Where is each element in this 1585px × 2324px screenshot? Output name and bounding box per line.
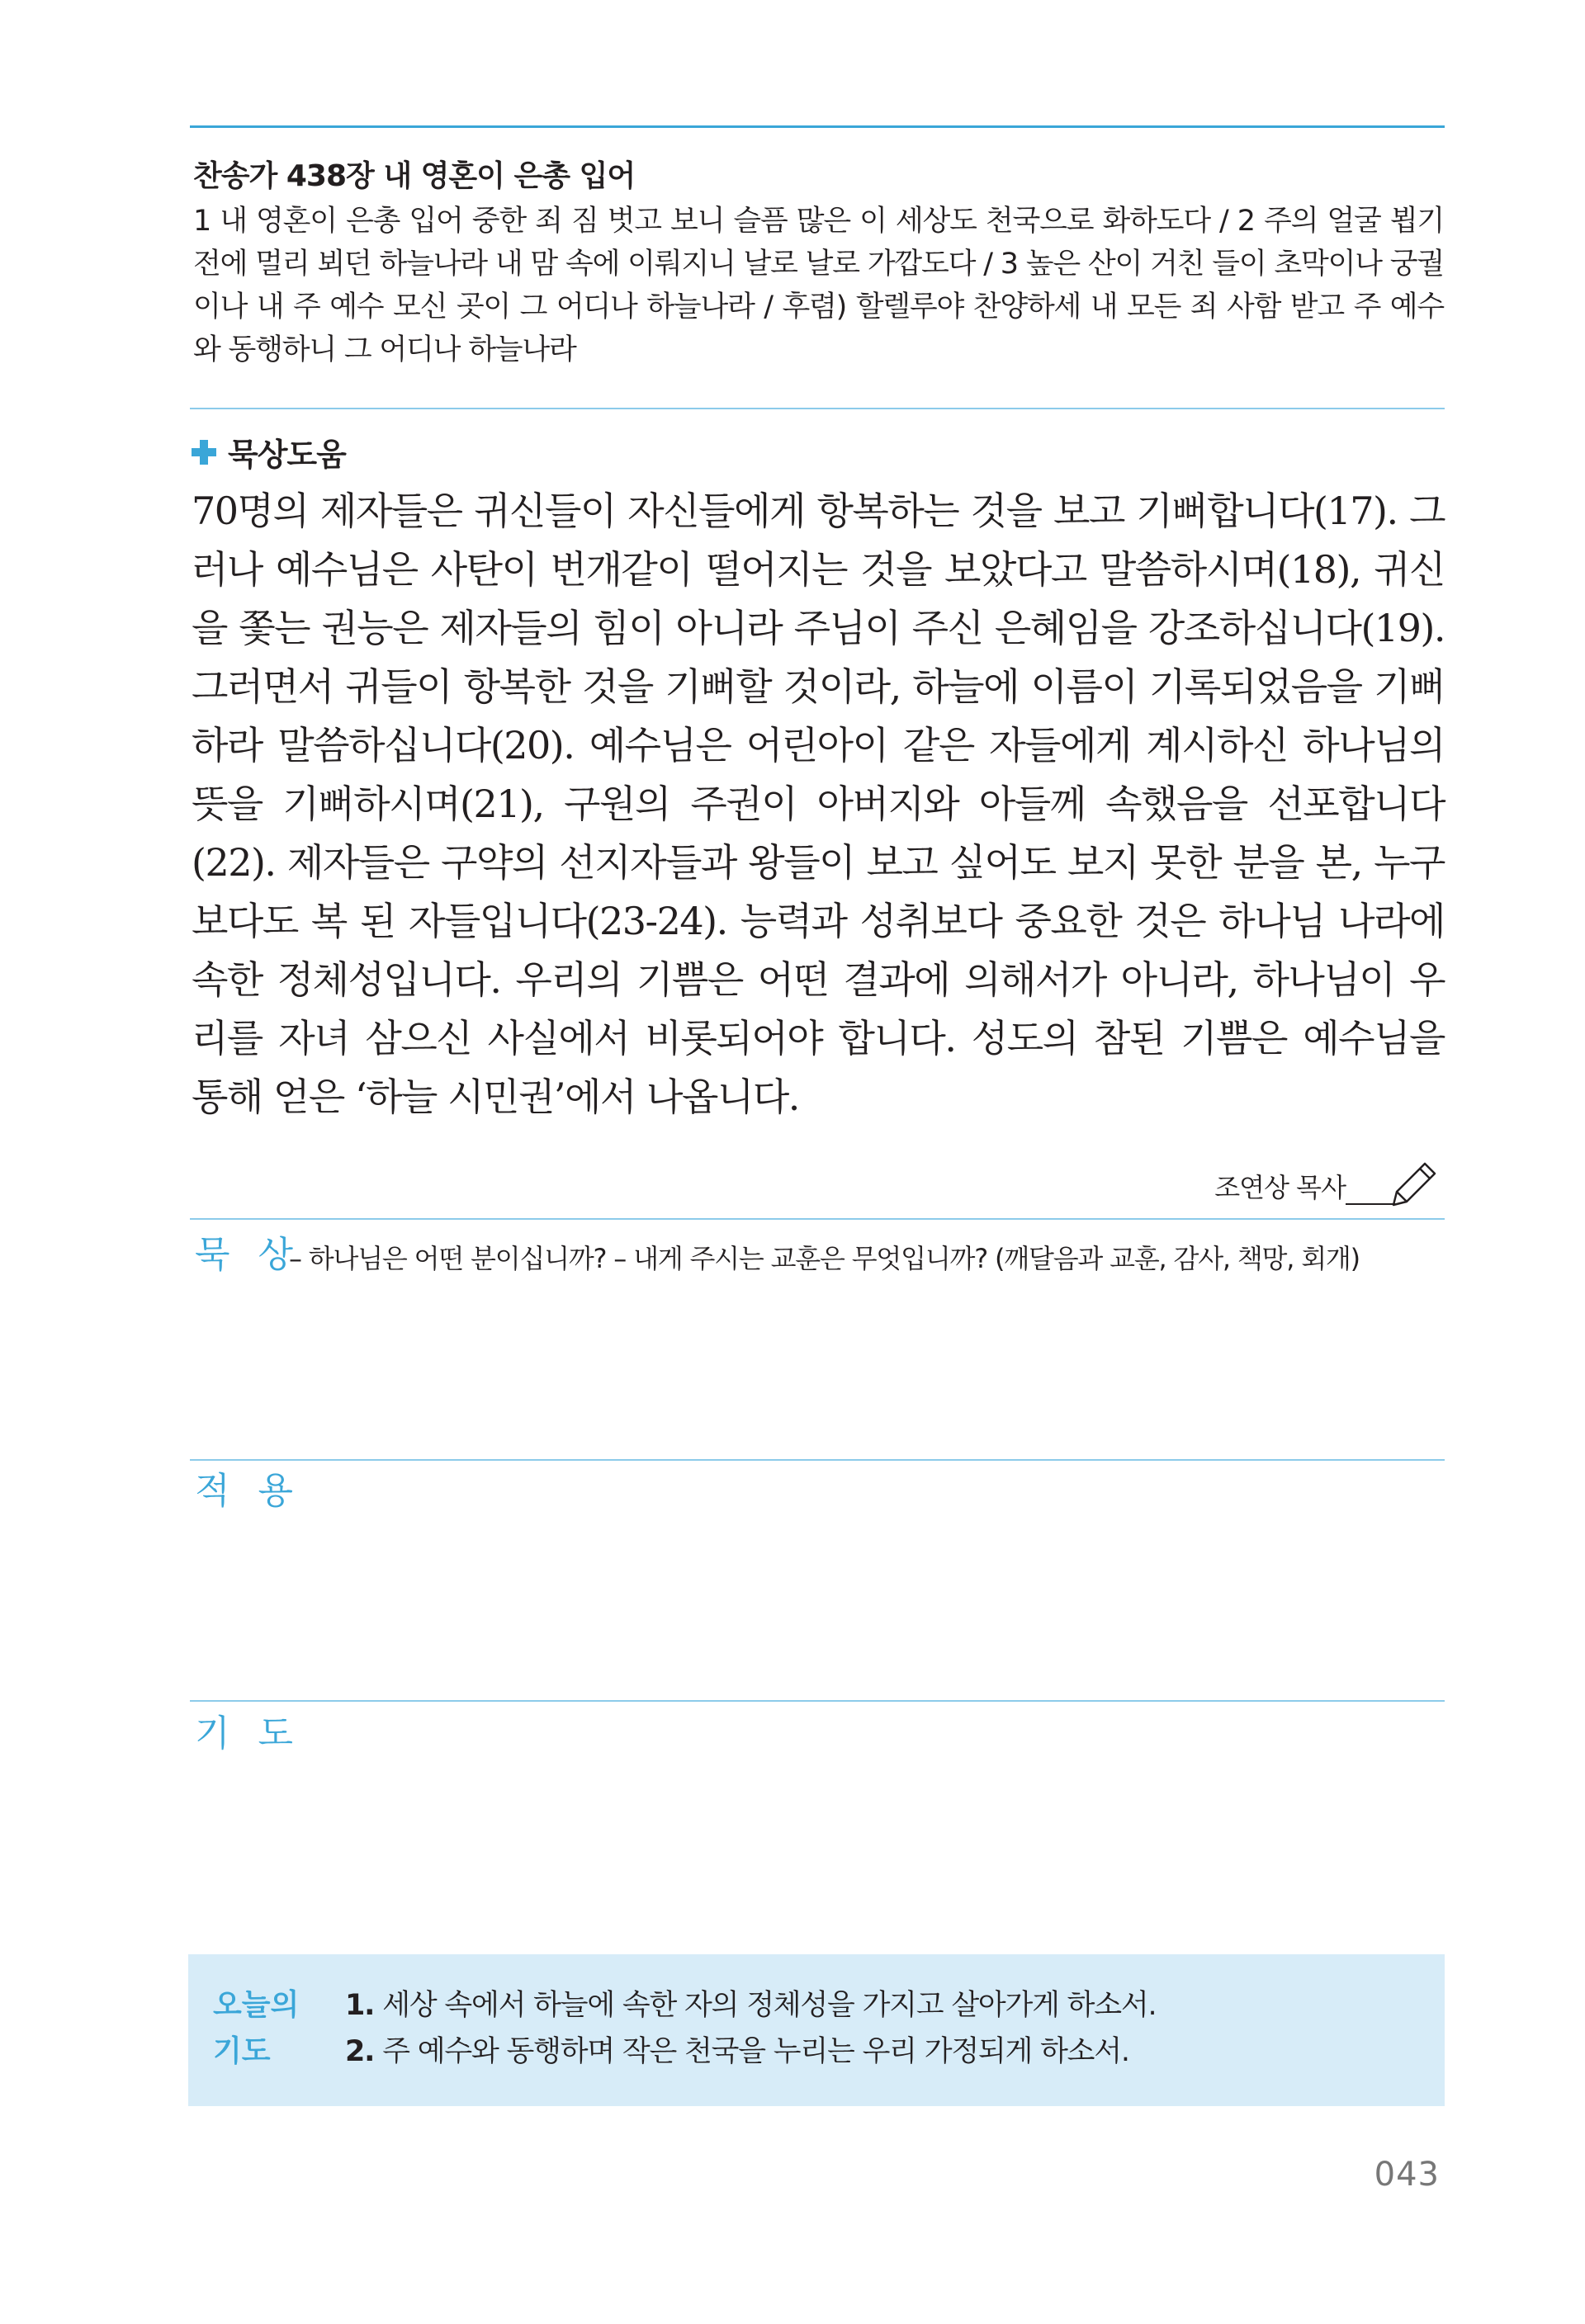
todays-prayer-box bbox=[188, 1954, 1445, 2106]
hymn-title: 찬송가 438장 내 영혼이 은총 입어 bbox=[193, 159, 636, 193]
application-rule bbox=[190, 1459, 1445, 1461]
prayer-item: 2. 주 예수와 동행하며 작은 천국을 누리는 우리 가정되게 하소서. bbox=[345, 2035, 1129, 2068]
hymn-lyrics: 1 내 영혼이 은총 입어 중한 죄 짐 벗고 보니 슬픔 많은 이 세상도 천국으로 화하도다 / 2 주의 얼굴 뵙기 전에 멀리 뵈던 하늘나라 내 맘 속에 이뤄지니 날로 날로 가깝도다 / 3 높은 산이 거친 들이 초막이나 궁궐이나 내 주 예수 모신 곳이 그 어디나 하늘나라 / 후렴) 할렐루야 찬양하세 내 모든 죄 사함 받고 주 예수와 동행하니 그 어디나 하늘나라 bbox=[193, 205, 1444, 366]
prayer-label: 기 도 bbox=[195, 1712, 301, 1755]
author-signature bbox=[1214, 1155, 1436, 1208]
author-name: 조연상 목사 bbox=[1214, 1172, 1346, 1203]
prayer-rule bbox=[190, 1700, 1445, 1702]
page-number: 043 bbox=[1374, 2156, 1440, 2194]
meditation-rule bbox=[190, 1218, 1445, 1220]
application-label: 적 용 bbox=[195, 1470, 301, 1512]
meditation-commentary: 70명의 제자들은 귀신들이 자신들에게 항복하는 것을 보고 기뻐합니다(17). 그러나 예수님은 사탄이 번개같이 떨어지는 것을 보았다고 말씀하시며(18), 귀신을 쫓는 권능은 제자들의 힘이 아니라 주님이 주신 은혜임을 강조하십니다(19). 그러면서 귀들이 항복한 것을 기뻐할 것이라, 하늘에 이름이 기록되었음을 기뻐하라 말씀하십니다(20). 예수님은 어린아이 같은 자들에게 계시하신 하나님의 뜻을 기뻐하시며(21), 구원의 주권이 아버지와 아들께 속했음을 선포합니다(22). 제자들은 구약의 선지자들과 왕들이 보고 싶어도 보지 못한 분을 본, 누구보다도 복 된 자들입니다(23-24). 능력과 성취보다 중요한 것은 하나님 나라에 속한 정체성입니다. 우리의 기쁨은 어떤 결과에 의해서가 아니라, 하나님이 우리를 자녀 삼으신 사실에서 비롯되어야 합니다. 성도의 참된 기쁨은 예수님을 통해 얻은 ‘하늘 시민권’에서 나옵니다. bbox=[192, 489, 1445, 1119]
top-rule bbox=[190, 125, 1445, 128]
todays-prayer-label: 오늘의 기도 bbox=[213, 1988, 300, 2068]
todays-prayer-list bbox=[345, 1982, 1156, 2075]
meditation-questions: – 하나님은 어떤 분이십니까? – 내게 주시는 교훈은 무엇입니까? (깨달음과 교훈, 감사, 책망, 회개) bbox=[289, 1243, 1360, 1274]
hymn-bottom-rule bbox=[190, 408, 1445, 409]
prayer-item: 1. 세상 속에서 하늘에 속한 자의 정체성을 가지고 살아가게 하소서. bbox=[345, 1989, 1157, 2022]
meditation-help-title: 묵상도움 bbox=[228, 437, 346, 473]
pencil-icon bbox=[1346, 1155, 1436, 1208]
meditation-label: 묵 상 bbox=[195, 1234, 301, 1276]
meditation-help-heading bbox=[192, 429, 346, 475]
plus-cross-icon bbox=[192, 440, 216, 465]
